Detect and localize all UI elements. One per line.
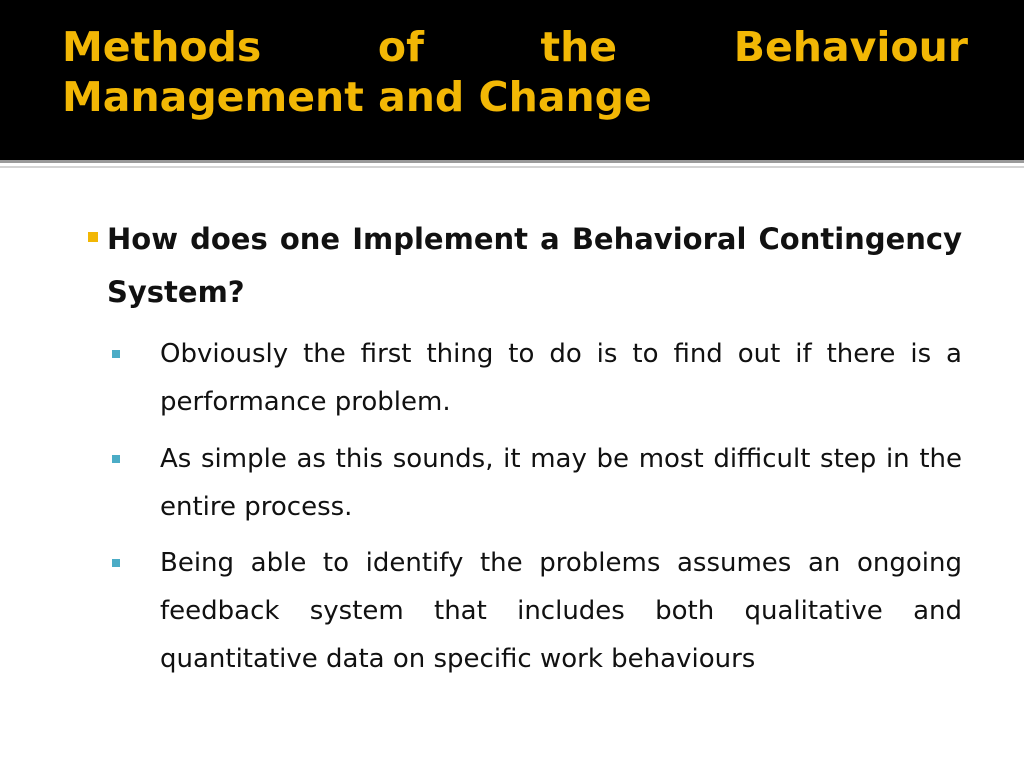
- square-bullet-icon: [112, 559, 120, 567]
- square-bullet-icon: [88, 232, 98, 242]
- main-bullet-text: How does one Implement a Behavioral Contingency System?: [107, 222, 962, 309]
- sub-bullet-text: Being able to identify the problems assumes an ongoing feedback system that includes both qualitative and quantitative data on specific work behaviours: [160, 548, 962, 674]
- sub-bullet-text: As simple as this sounds, it may be most difficult step in the entire process.: [160, 444, 962, 522]
- sub-bullet-text: Obviously the first thing to do is to find out if there is a performance problem.: [160, 339, 962, 417]
- slide-title-line-2: Management and Change: [62, 73, 652, 121]
- square-bullet-icon: [112, 455, 120, 463]
- slide-title-line-1: Methods of the Behaviour: [62, 23, 968, 71]
- square-bullet-icon: [112, 350, 120, 358]
